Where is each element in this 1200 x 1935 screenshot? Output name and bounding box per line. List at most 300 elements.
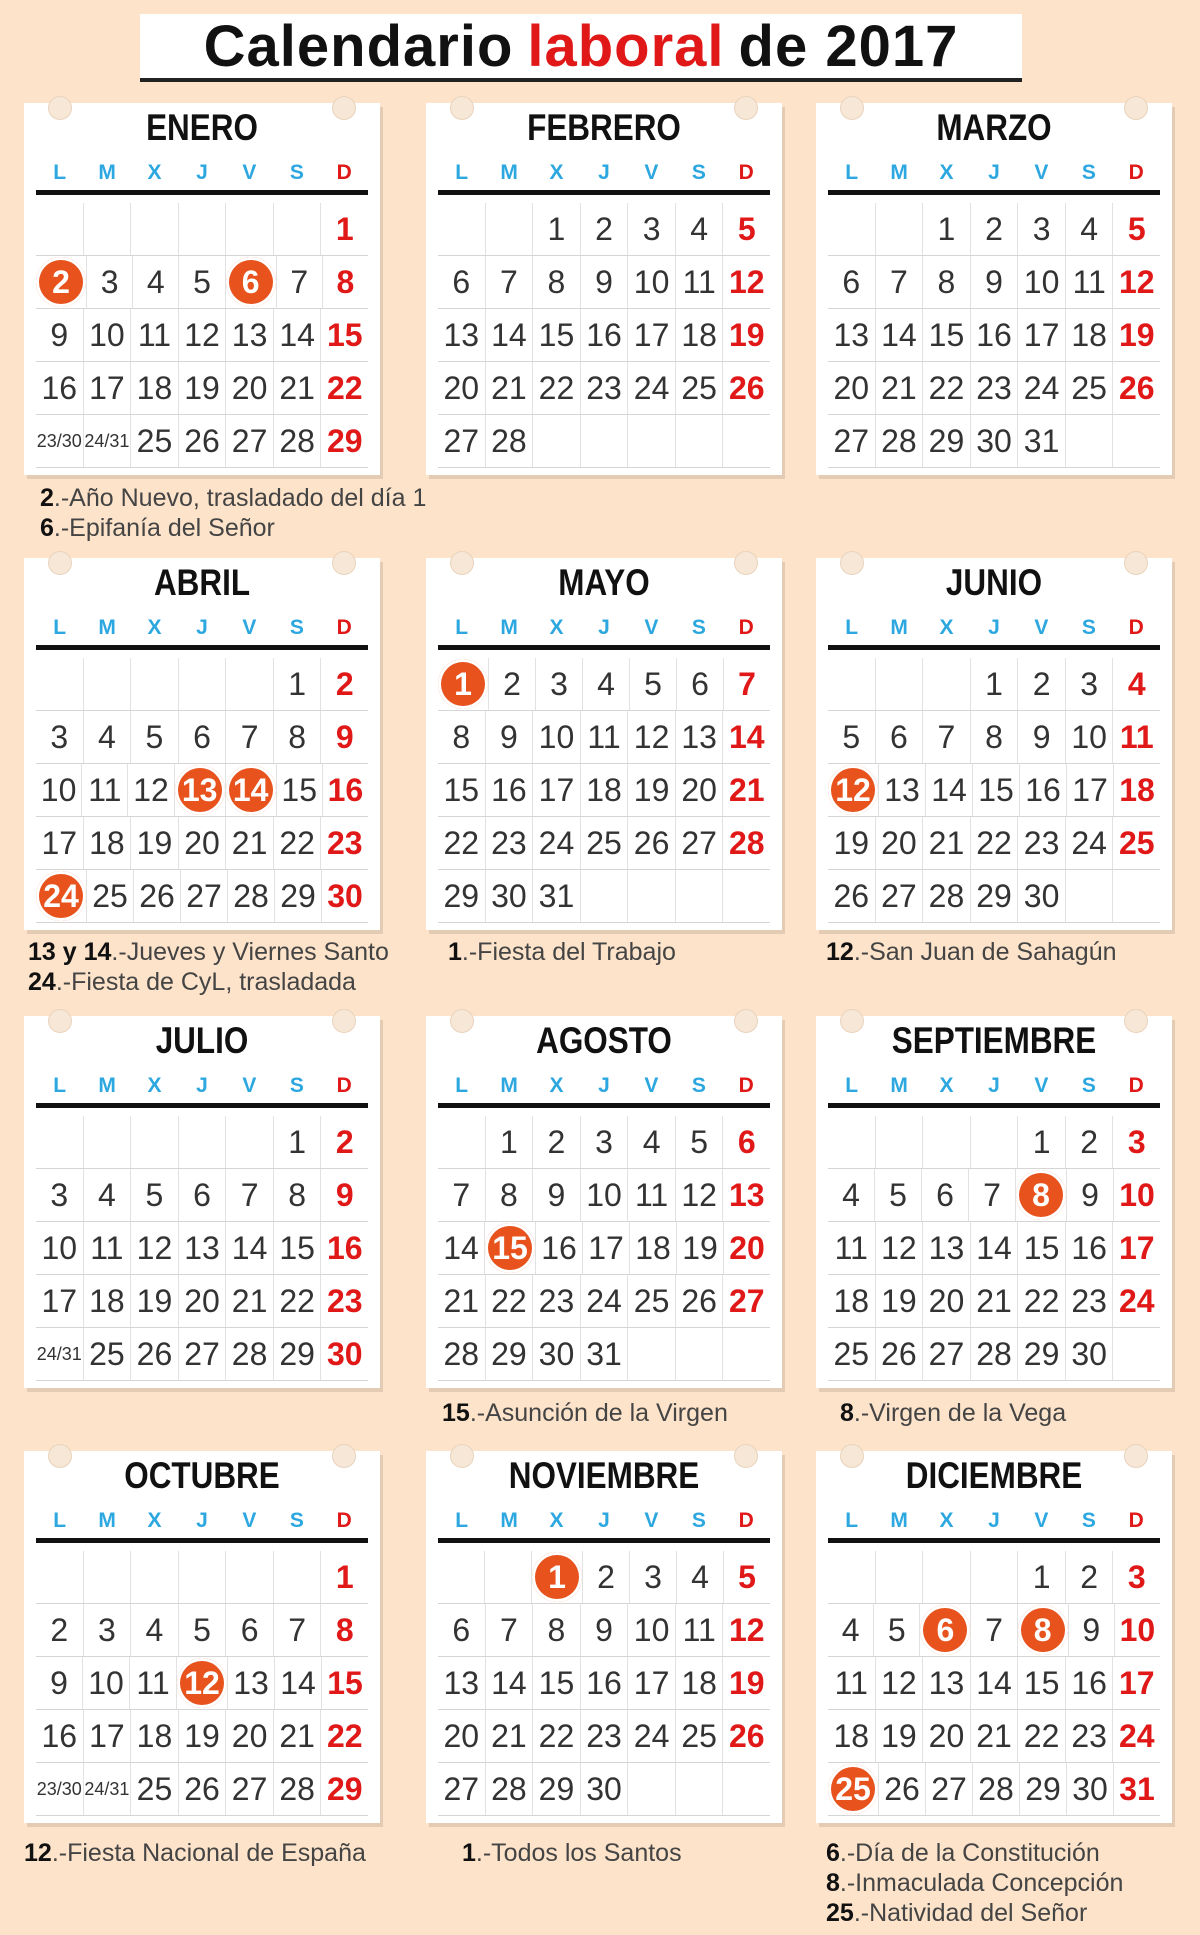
- empty-day: [533, 415, 581, 467]
- day-number: 25: [136, 422, 173, 459]
- weekday-header: [828, 1068, 1160, 1108]
- week-row: [438, 870, 770, 923]
- day-number: 21: [728, 771, 765, 808]
- weekday-label: M: [875, 1503, 922, 1543]
- weekday-label: V: [226, 610, 273, 650]
- week-row: [828, 658, 1160, 711]
- week-row: [36, 1169, 368, 1222]
- holiday-day: [177, 1657, 228, 1709]
- day-number: 20: [184, 824, 220, 861]
- weekday-label: X: [533, 155, 580, 195]
- day-number: 28: [279, 422, 315, 459]
- day-cell: [438, 1763, 486, 1815]
- weekday-label: J: [178, 155, 225, 195]
- day-cell: [628, 711, 676, 763]
- day-cell: [1018, 658, 1066, 710]
- day-number: 28: [928, 877, 965, 914]
- day-cell: [723, 362, 770, 414]
- day-cell: [533, 362, 581, 414]
- day-number: 8: [452, 718, 471, 755]
- day-number: 9: [1082, 1611, 1101, 1648]
- week-row: [438, 711, 770, 764]
- day-cell: [533, 309, 581, 361]
- day-cell: [489, 658, 536, 710]
- weekday-label: D: [1113, 610, 1160, 650]
- day-number: 12: [1118, 263, 1155, 300]
- day-number: 20: [231, 1717, 268, 1754]
- day-cell: [828, 1604, 874, 1656]
- day-number: 17: [1072, 771, 1108, 808]
- weekday-label: X: [533, 610, 580, 650]
- day-cell: [36, 1657, 83, 1709]
- day-cell: [438, 1275, 486, 1327]
- day-number: 21: [976, 1717, 1012, 1754]
- weekday-header: [438, 155, 770, 195]
- day-cell: [630, 1222, 677, 1274]
- weekday-label: V: [1018, 155, 1065, 195]
- day-cell: [84, 1763, 132, 1815]
- day-number: 26: [184, 1770, 220, 1807]
- empty-day: [676, 415, 724, 467]
- week-row: [36, 658, 368, 711]
- day-cell: [1113, 658, 1160, 710]
- weekday-label: D: [321, 1503, 368, 1543]
- day-number: 20: [443, 1717, 480, 1754]
- day-number: 26: [881, 1335, 917, 1372]
- day-cell: [583, 1551, 630, 1603]
- day-number: 10: [89, 316, 125, 353]
- week-row: [36, 415, 368, 468]
- day-cell: [321, 362, 368, 414]
- day-grid: [36, 1116, 368, 1381]
- day-number: 25: [1118, 824, 1155, 861]
- day-cell: [181, 870, 228, 922]
- week-row: [36, 1116, 368, 1169]
- day-cell: [36, 1763, 84, 1815]
- day-number: 21: [231, 824, 268, 861]
- day-number: 29: [279, 1335, 315, 1372]
- day-number: 29: [326, 1770, 363, 1807]
- week-row: [438, 415, 770, 468]
- day-number: 12: [177, 1658, 227, 1708]
- day-number: 4: [690, 210, 709, 247]
- day-cell: [628, 1169, 676, 1221]
- weekday-label: L: [438, 610, 485, 650]
- day-cell: [131, 1169, 179, 1221]
- day-cell: [438, 362, 486, 414]
- empty-day: [226, 203, 274, 255]
- day-cell: [131, 817, 179, 869]
- day-cell: [1113, 309, 1160, 361]
- day-cell: [876, 1328, 924, 1380]
- weekday-label: X: [923, 155, 970, 195]
- day-number: 10: [41, 1229, 78, 1266]
- day-cell: [1018, 1116, 1066, 1168]
- day-cell: [1113, 203, 1160, 255]
- empty-day: [628, 870, 676, 922]
- day-cell: [179, 415, 227, 467]
- day-cell: [876, 309, 924, 361]
- day-number: 13: [928, 1229, 965, 1266]
- day-number: 9: [50, 1664, 68, 1701]
- title-part-3: de 2017: [738, 13, 959, 79]
- day-number: 27: [928, 1335, 965, 1372]
- empty-day: [36, 203, 84, 255]
- week-row: [828, 1222, 1160, 1275]
- day-number: 9: [50, 316, 69, 353]
- holiday-day: [36, 870, 87, 922]
- weekday-label: S: [273, 610, 320, 650]
- day-number: 16: [1071, 1229, 1107, 1266]
- day-number: 26: [184, 422, 220, 459]
- day-number: 20: [928, 1282, 965, 1319]
- day-cell: [1114, 764, 1160, 816]
- day-number: 19: [136, 824, 173, 861]
- day-cell: [438, 870, 486, 922]
- day-cell: [581, 1710, 629, 1762]
- weekday-label: X: [131, 1068, 178, 1108]
- day-cell: [971, 658, 1019, 710]
- empty-day: [723, 1763, 770, 1815]
- day-number: 31: [1119, 1770, 1155, 1807]
- day-cell: [226, 711, 274, 763]
- day-cell: [723, 1169, 770, 1221]
- week-row: [438, 1710, 770, 1763]
- notes-enero: [40, 483, 426, 543]
- day-number: 4: [597, 665, 615, 702]
- day-number: 9: [595, 263, 613, 300]
- day-cell: [179, 1169, 227, 1221]
- day-number: 29: [1025, 1770, 1061, 1807]
- day-number: 2: [36, 257, 86, 307]
- day-cell: [628, 1275, 676, 1327]
- day-cell: [84, 309, 132, 361]
- day-cell: [828, 415, 876, 467]
- day-number: 11: [834, 1664, 868, 1701]
- note-line: 6.-Epifanía del Señor: [40, 514, 275, 542]
- day-number: 29: [280, 877, 316, 914]
- day-number: 18: [586, 771, 622, 808]
- day-cell: [581, 817, 629, 869]
- weekday-label: M: [83, 1503, 130, 1543]
- day-number: 3: [595, 1123, 613, 1160]
- week-row: [828, 1551, 1160, 1604]
- day-cell: [1067, 764, 1114, 816]
- month-julio: [24, 1016, 380, 1388]
- day-cell: [723, 711, 770, 763]
- day-cell: [486, 1275, 534, 1327]
- day-cell: [228, 870, 275, 922]
- day-number: 8: [937, 263, 956, 300]
- day-cell: [486, 1116, 534, 1168]
- day-number: 8: [547, 263, 566, 300]
- day-cell: [131, 711, 179, 763]
- day-cell: [438, 256, 486, 308]
- day-number: 28: [978, 1770, 1014, 1807]
- day-cell: [723, 1710, 770, 1762]
- day-number: 21: [976, 1282, 1012, 1319]
- holiday-day: [532, 1551, 583, 1603]
- weekday-label: S: [1065, 1503, 1112, 1543]
- day-cell: [1066, 309, 1114, 361]
- day-cell: [581, 1657, 629, 1709]
- week-row: [36, 1763, 368, 1816]
- weekday-label: J: [580, 1068, 627, 1108]
- week-row: [438, 1328, 770, 1381]
- day-cell: [226, 1763, 274, 1815]
- day-cell: [131, 309, 179, 361]
- empty-day: [828, 1116, 876, 1168]
- day-cell: [321, 1116, 368, 1168]
- day-cell: [84, 1328, 132, 1380]
- weekday-label: X: [131, 155, 178, 195]
- day-number: 27: [728, 1282, 765, 1319]
- holiday-day: [828, 1763, 879, 1815]
- weekday-label: D: [1113, 1068, 1160, 1108]
- empty-day: [676, 1763, 724, 1815]
- day-cell: [971, 711, 1019, 763]
- day-number: 8: [288, 718, 307, 755]
- weekday-label: S: [1065, 155, 1112, 195]
- day-number: 3: [1032, 210, 1051, 247]
- empty-day: [723, 1328, 770, 1380]
- weekday-label: L: [828, 155, 875, 195]
- day-number: 22: [928, 369, 965, 406]
- month-mayo: [426, 558, 782, 930]
- weekday-label: J: [580, 155, 627, 195]
- day-cell: [274, 415, 322, 467]
- day-cell: [581, 1275, 629, 1327]
- day-number: 16: [586, 316, 622, 353]
- day-number: 18: [681, 1664, 717, 1701]
- week-row: [438, 1275, 770, 1328]
- notes-mayo: [448, 937, 676, 967]
- day-number: 9: [547, 1176, 566, 1213]
- notes-abril: [28, 937, 389, 997]
- day-cell: [628, 1710, 676, 1762]
- empty-day: [274, 203, 322, 255]
- day-cell: [226, 1169, 274, 1221]
- notes-diciembre: [826, 1838, 1123, 1928]
- day-number: 20: [184, 1282, 220, 1319]
- day-number: 10: [88, 1664, 124, 1701]
- weekday-label: D: [723, 610, 770, 650]
- week-row: [438, 1116, 770, 1169]
- day-number: 1: [335, 210, 354, 247]
- day-number: 4: [1127, 665, 1146, 702]
- holiday-day: [485, 1222, 536, 1274]
- day-cell: [1066, 1657, 1114, 1709]
- holiday-day: [226, 256, 277, 308]
- weekday-label: D: [1113, 1503, 1160, 1543]
- day-number: 14: [976, 1664, 1012, 1701]
- day-cell: [486, 309, 534, 361]
- day-number: 24: [633, 1717, 670, 1754]
- day-number: 10: [538, 718, 575, 755]
- day-number: 31: [1023, 422, 1060, 459]
- day-cell: [36, 1710, 84, 1762]
- day-number: 23: [586, 369, 622, 406]
- empty-day: [226, 658, 274, 710]
- weekday-label: J: [178, 1068, 225, 1108]
- empty-day: [923, 1551, 971, 1603]
- day-cell: [581, 362, 629, 414]
- day-number: 22: [279, 1282, 315, 1319]
- day-cell: [1115, 1604, 1160, 1656]
- weekday-label: L: [828, 1068, 875, 1108]
- day-number: 19: [1118, 316, 1155, 353]
- day-number: 27: [184, 1335, 220, 1372]
- day-cell: [971, 1604, 1017, 1656]
- weekday-label: S: [675, 1503, 722, 1543]
- weekday-header: [828, 1503, 1160, 1543]
- day-cell: [676, 1657, 724, 1709]
- week-row: [36, 1328, 368, 1381]
- day-cell: [874, 1604, 920, 1656]
- day-number: 2: [985, 210, 1003, 247]
- day-grid: [36, 203, 368, 468]
- week-row: [36, 362, 368, 415]
- day-cell: [1113, 256, 1160, 308]
- day-number: 1: [1032, 1123, 1051, 1160]
- day-cell: [226, 1328, 274, 1380]
- week-row: [828, 256, 1160, 309]
- weekday-label: D: [321, 1068, 368, 1108]
- day-number: 16: [41, 1717, 78, 1754]
- day-cell: [321, 203, 368, 255]
- day-number: 23: [976, 369, 1012, 406]
- day-number: 14: [231, 1229, 268, 1266]
- day-cell: [131, 1328, 179, 1380]
- day-number: 14: [280, 1664, 316, 1701]
- weekday-label: V: [1018, 1068, 1065, 1108]
- day-cell: [923, 309, 971, 361]
- day-number: 8: [985, 718, 1003, 755]
- day-cell: [1018, 1275, 1066, 1327]
- empty-day: [485, 1551, 532, 1603]
- weekday-label: J: [970, 155, 1017, 195]
- day-number: 15: [326, 316, 363, 353]
- day-number: 21: [491, 1717, 527, 1754]
- weekday-header: [828, 610, 1160, 650]
- day-cell: [533, 764, 581, 816]
- day-cell: [724, 658, 770, 710]
- day-number: 19: [881, 1717, 917, 1754]
- day-cell: [676, 1604, 724, 1656]
- day-cell: [628, 1657, 676, 1709]
- weekday-label: V: [628, 1503, 675, 1543]
- day-number: 1: [532, 1552, 582, 1602]
- day-cell: [723, 1116, 770, 1168]
- day-number: 26: [136, 1335, 173, 1372]
- day-cell: [486, 1763, 534, 1815]
- day-cell: [321, 1275, 368, 1327]
- day-number: 29: [928, 422, 965, 459]
- day-cell: [971, 817, 1019, 869]
- day-number: 14: [931, 771, 967, 808]
- day-cell: [533, 1657, 581, 1709]
- day-cell: [723, 764, 770, 816]
- empty-day: [179, 1551, 227, 1603]
- empty-day: [1066, 870, 1114, 922]
- empty-day: [84, 658, 132, 710]
- day-cell: [321, 817, 368, 869]
- day-number: 7: [499, 1611, 518, 1648]
- day-number: 20: [681, 771, 717, 808]
- day-number: 22: [326, 369, 363, 406]
- empty-day: [179, 658, 227, 710]
- day-cell: [179, 1328, 227, 1380]
- month-name: MAYO: [558, 562, 650, 603]
- weekday-label: V: [628, 610, 675, 650]
- day-number: 2: [50, 1611, 69, 1648]
- day-number: 24: [1023, 369, 1060, 406]
- weekday-label: X: [131, 610, 178, 650]
- day-cell: [36, 711, 84, 763]
- empty-day: [723, 415, 770, 467]
- month-agosto: [426, 1016, 782, 1388]
- day-number: 1: [547, 210, 566, 247]
- day-number: 16: [586, 1664, 622, 1701]
- note-line: 12.-Fiesta Nacional de España: [24, 1839, 366, 1867]
- day-number: 22: [1023, 1282, 1060, 1319]
- day-cell: [923, 256, 971, 308]
- day-cell: [179, 817, 227, 869]
- day-cell: [36, 362, 84, 414]
- day-number: 13: [681, 718, 717, 755]
- note-line: 25.-Natividad del Señor: [826, 1899, 1088, 1927]
- day-number: 19: [728, 316, 765, 353]
- day-grid: [438, 1116, 770, 1381]
- day-cell: [923, 1657, 971, 1709]
- month-name: DICIEMBRE: [905, 1455, 1083, 1496]
- day-cell: [277, 256, 323, 308]
- day-cell: [676, 1710, 724, 1762]
- day-number: 7: [288, 1611, 307, 1648]
- day-number: 20: [833, 369, 870, 406]
- week-row: [36, 1275, 368, 1328]
- day-number: 13: [443, 316, 480, 353]
- day-cell: [322, 870, 368, 922]
- day-cell: [1066, 256, 1114, 308]
- week-row: [828, 817, 1160, 870]
- weekday-label: L: [828, 1503, 875, 1543]
- day-number: 17: [41, 1282, 78, 1319]
- day-cell: [131, 1763, 179, 1815]
- empty-day: [676, 1328, 724, 1380]
- day-number: 29: [443, 877, 480, 914]
- weekday-label: L: [36, 155, 83, 195]
- day-cell: [828, 256, 876, 308]
- day-cell: [228, 1657, 275, 1709]
- day-cell: [438, 309, 486, 361]
- day-number: 30: [976, 422, 1012, 459]
- day-cell: [83, 1657, 130, 1709]
- holiday-day: [1016, 1169, 1067, 1221]
- day-cell: [274, 1763, 322, 1815]
- day-cell: [923, 203, 971, 255]
- day-number: 11: [1072, 263, 1106, 300]
- day-cell: [321, 1710, 368, 1762]
- day-cell: [179, 362, 227, 414]
- day-number: 31: [586, 1335, 622, 1372]
- weekday-label: X: [923, 1068, 970, 1108]
- day-number: 16: [976, 316, 1012, 353]
- day-cell: [1113, 711, 1160, 763]
- day-number: 18: [136, 369, 173, 406]
- day-number: 22: [538, 369, 575, 406]
- weekday-label: M: [875, 1068, 922, 1108]
